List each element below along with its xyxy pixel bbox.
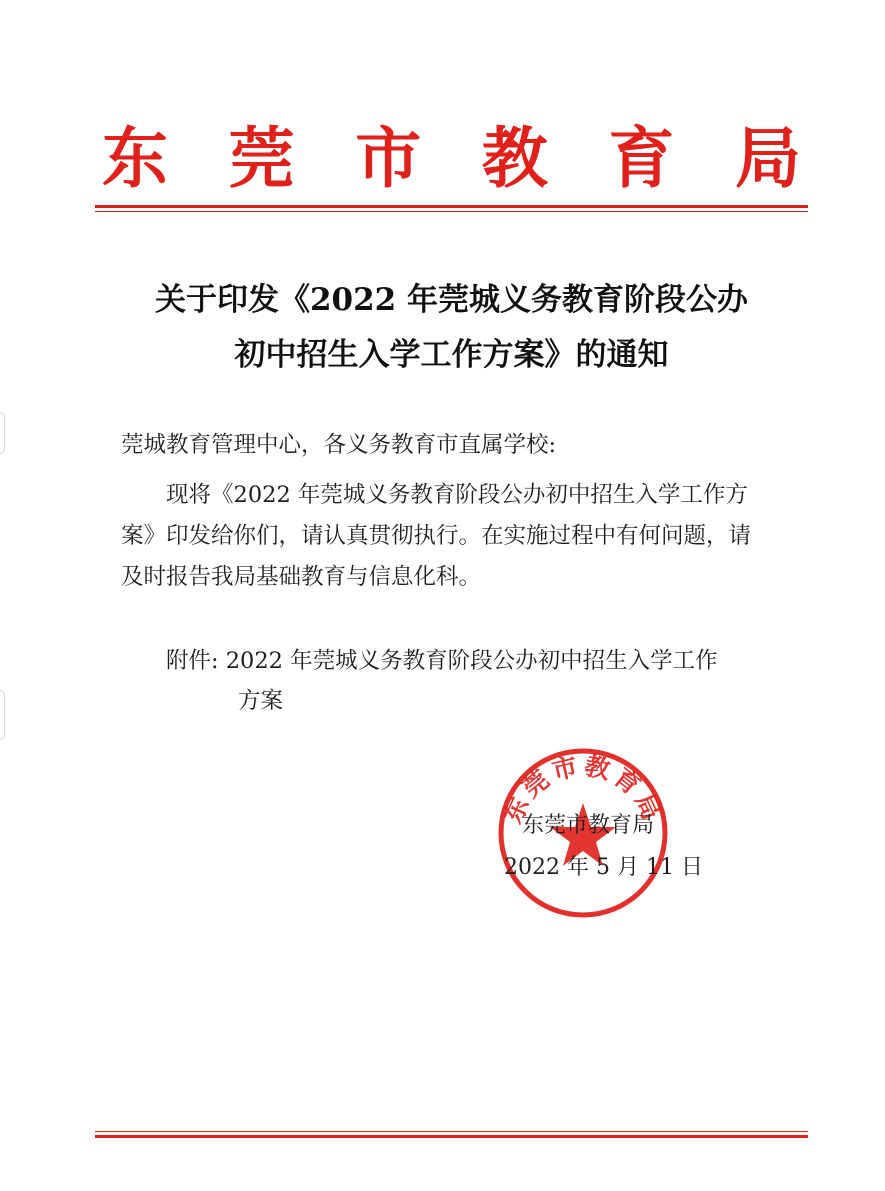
- header-char: 局: [734, 119, 801, 197]
- header-char: 育: [608, 119, 675, 197]
- body-paragraph-line-1: 现将《2022 年莞城义务教育阶段公办初中招生入学工作方: [166, 482, 748, 508]
- signature-org: 东莞市教育局: [522, 813, 655, 838]
- footer-rule-thin: [95, 1131, 808, 1132]
- seal-text: 东莞市教育局: [497, 750, 669, 828]
- document-title-line-2: 初中招生入学工作方案》的通知: [234, 337, 669, 373]
- attachment-line-2: 方案: [238, 688, 284, 714]
- header-rule-thin: [95, 211, 808, 212]
- header-char: 东: [102, 119, 168, 197]
- signature-date: 2022 年 5 月 11 日: [504, 855, 703, 880]
- footer-rule-thick: [95, 1135, 808, 1138]
- issuing-authority-header: [95, 118, 808, 198]
- header-char: 市: [355, 119, 422, 197]
- document-title-line-1: 关于印发《2022 年莞城义务教育阶段公办: [154, 282, 749, 318]
- header-rule-thick: [95, 205, 808, 208]
- scan-edge-mark: [0, 690, 5, 740]
- recipients-line: 莞城教育管理中心，各义务教育市直属学校:: [121, 432, 557, 458]
- header-char: 莞: [228, 119, 295, 197]
- body-paragraph-line-3: 及时报告我局基础教育与信息化科。: [121, 564, 482, 590]
- attachment-line-1: 附件: 2022 年莞城义务教育阶段公办初中招生入学工作: [166, 648, 718, 674]
- body-paragraph-line-2: 案》印发给你们，请认真贯彻执行。在实施过程中有何问题，请: [121, 523, 752, 549]
- scan-edge-mark: [0, 412, 5, 454]
- header-char: 教: [481, 119, 548, 197]
